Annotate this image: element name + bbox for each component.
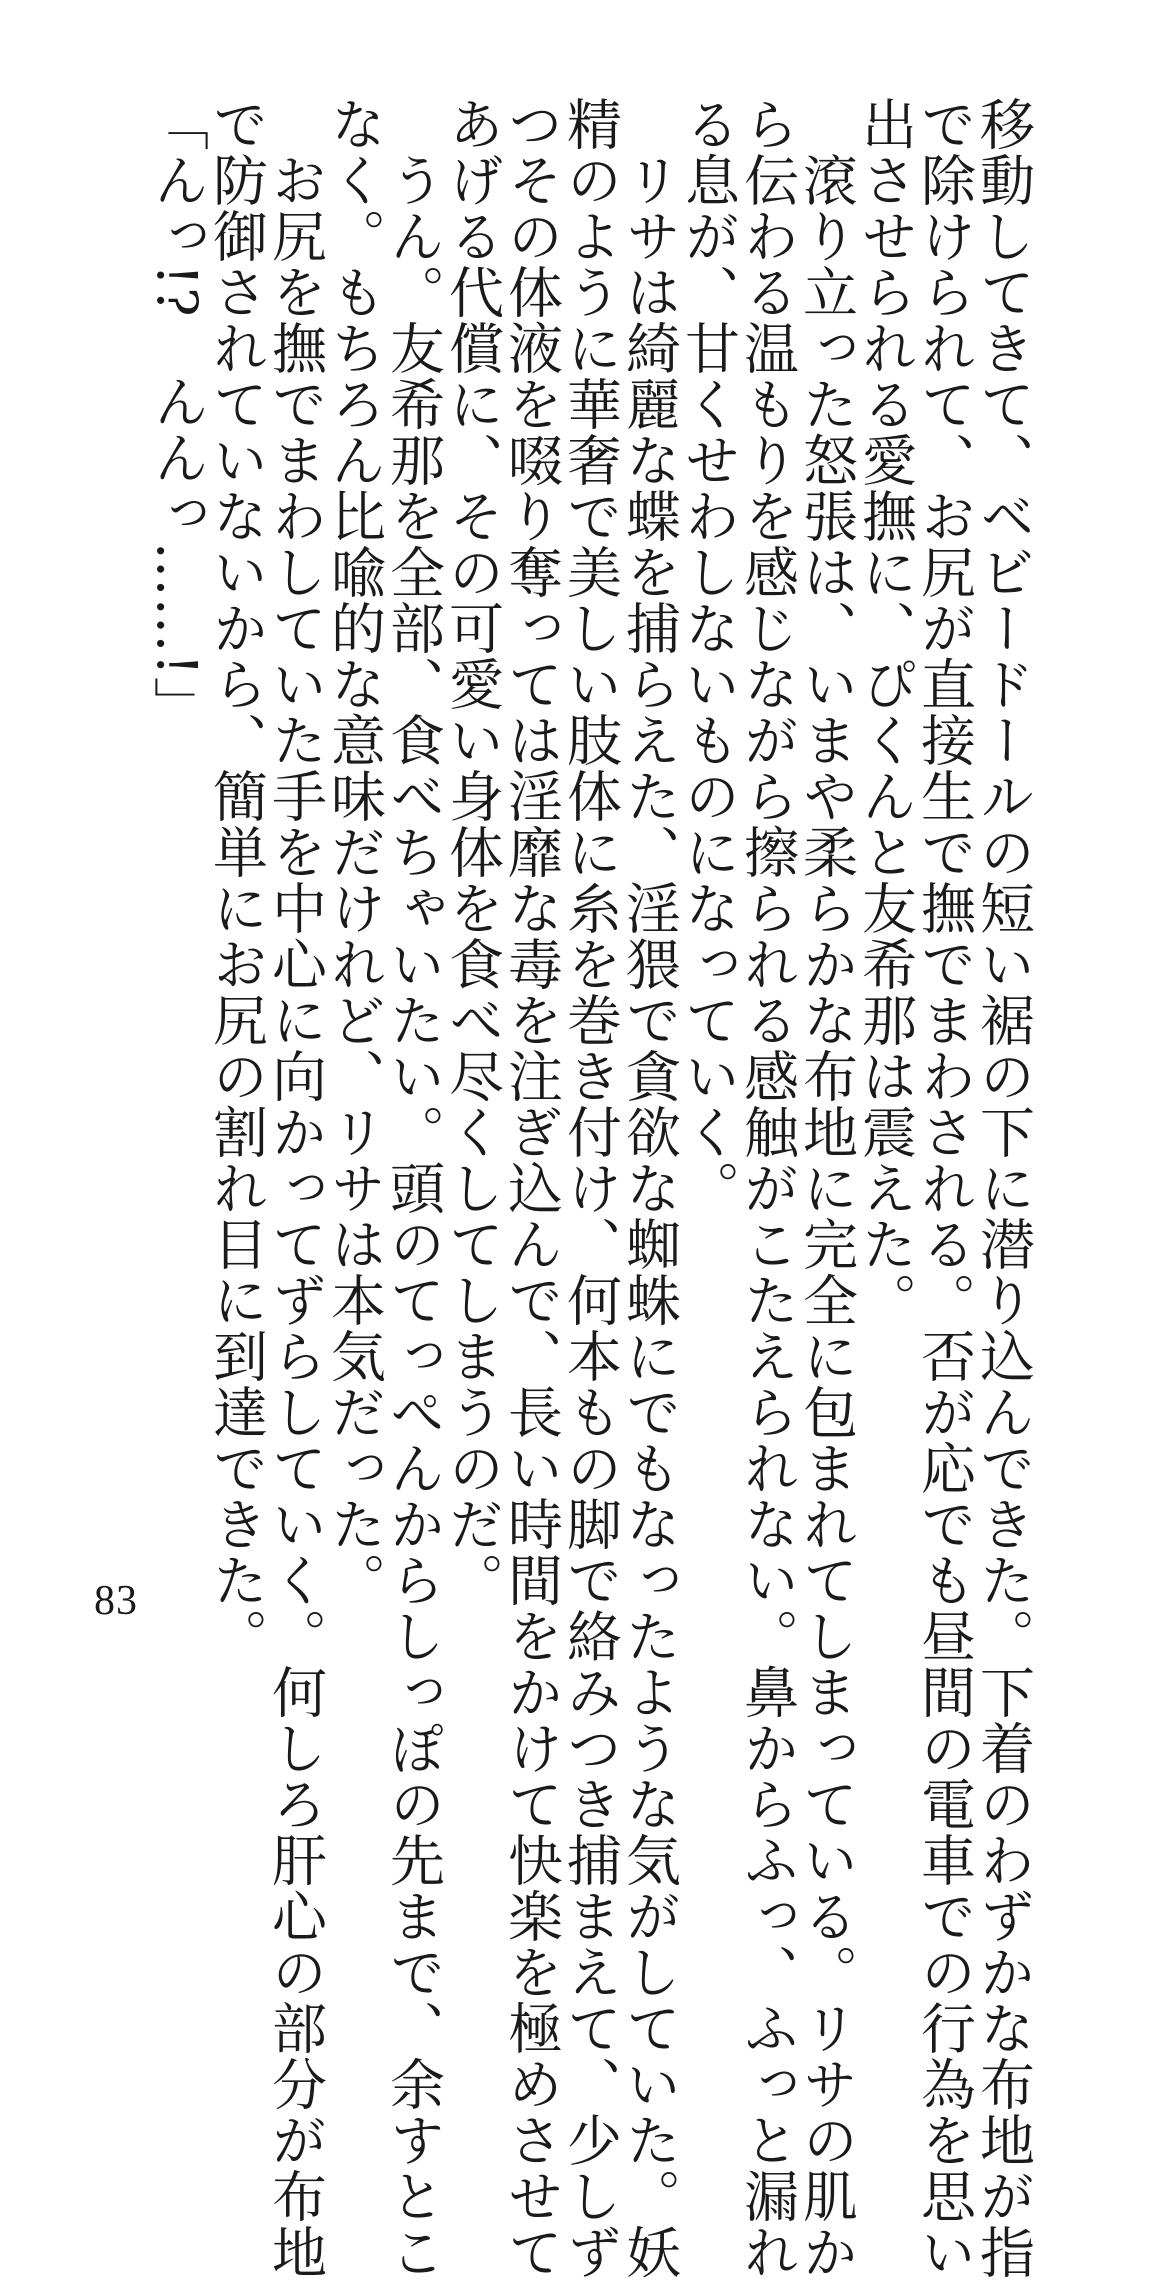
text-line: リサは綺麗な蝶を捕らえた、淫猥で貪欲な蜘蛛にでもなったような気がしていた。妖 — [617, 96, 681, 2280]
text-line: 移動してきて、ベビードールの短い裾の下に潜り込んできた。下着のわずかな布地が指 — [971, 96, 1035, 2280]
text-line: なく。もちろん比喩的な意味だけれど、リサは本気だった。 — [322, 96, 386, 1608]
text-line: る息が、甘くせわしないものになっていく。 — [676, 96, 740, 1216]
text-line: つその体液を啜り奪っては淫靡な毒を注ぎ込んで、長い時間をかけて快楽を極めさせて — [499, 96, 563, 2280]
vertical-text-body — [145, 96, 1035, 2280]
text-line: で防御されていないから、簡単にお尻の割れ目に到達できた。 — [204, 96, 268, 1664]
text-line: 出させられる愛撫に、ぴくんと友希那は震えた。 — [853, 96, 917, 1328]
text-line: ら伝わる温もりを感じながら擦られる感触がこたえられない。鼻からふっ、ふっと漏れ — [735, 96, 799, 2280]
text-line: あげる代償に、その可愛い身体を食べ尽くしてしまうのだ。 — [440, 96, 504, 1608]
text-line: 精のように華奢で美しい肢体に糸を巻き付け、何本もの脚で絡みつき捕まえて、少しず — [558, 96, 622, 2280]
text-line: うん。友希那を全部、食べちゃいたい。頭のてっぺんからしっぽの先まで、余すとこ — [381, 96, 445, 2280]
text-line: 「んっ!? んんっ……!」 — [145, 96, 209, 733]
text-line: で除けられて、お尻が直接生で撫でまわされる。否が応でも昼間の電車での行為を思い — [912, 96, 976, 2280]
text-line: 滾り立った怒張は、いまや柔らかな布地に完全に包まれてしまっている。リサの肌か — [794, 96, 858, 2280]
text-line: お尻を撫でまわしていた手を中心に向かってずらしていく。何しろ肝心の部分が布地 — [263, 96, 327, 2280]
page-number: 83 — [94, 1578, 138, 1624]
